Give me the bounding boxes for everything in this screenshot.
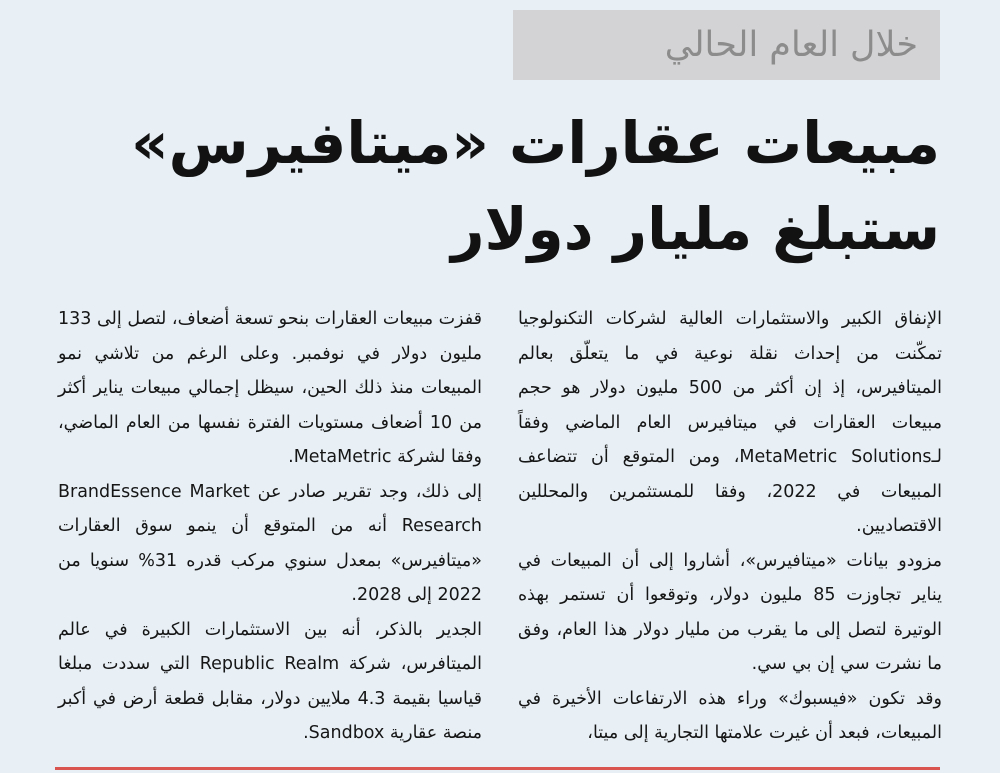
paragraph: مزودو بيانات «ميتافيرس»، أشاروا إلى أن المبيعات في يناير تجاوزت 85 مليون دولار، وتوقعوا أن تستمر بهذه الوتيرة لتصل إلى ما يقرب من مليار دولار هذا العام، وفق ما نشرت سي إن بي سي. — [518, 550, 943, 674]
article-column-left — [58, 302, 482, 751]
headline-line-1: مبيعات عقارات «ميتافيرس» — [131, 109, 940, 177]
paragraph: الجدير بالذكر، أنه بين الاستثمارات الكبيرة في عالم الميتافرس، شركة Republic Realm التي سددت مبلغا قياسيا بقيمة 4.3 ملايين دولار، مقابل قطعة أرض في أكبر منصة عقارية Sandbox. — [58, 619, 482, 743]
article-column-right — [518, 302, 942, 751]
bottom-divider — [55, 767, 940, 770]
section-kicker: خلال العام الحالي — [513, 10, 940, 80]
paragraph: إلى ذلك، وجد تقرير صادر عن BrandEssence Market Research أنه من المتوقع أن ينمو سوق العقارات «ميتافيرس» بمعدل سنوي مركب قدره 31% سنويا من 2022 إلى 2028. — [58, 481, 483, 605]
paragraph: الإنفاق الكبير والاستثمارات العالية لشركات التكنولوجيا تمكّنت من إحداث نقلة نوعية في ما يتعلّق بعالم الميتافيرس، إذ إن أكثر من 500 مليون دولار هو حجم مبيعات العقارات في ميتافيرس العام الماضي وفقاً لـMetaMetric Solutions، ومن المتوقع أن تتضاعف المبيعات في 2022، وفقا للمستثمرين والمحللين الاقتصاديين. — [518, 309, 942, 536]
headline-line-2: ستبلغ مليار دولار — [451, 195, 940, 263]
paragraph: وقد تكون «فيسبوك» وراء هذه الارتفاعات الأخيرة في المبيعات، فبعد أن غيرت علامتها التجارية إلى ميتا، — [518, 688, 942, 743]
paragraph: قفزت مبيعات العقارات بنحو تسعة أضعاف، لتصل إلى 133 مليون دولار في نوفمبر. وعلى الرغم من تلاشي نمو المبيعات منذ ذلك الحين، سيظل إجمالي مبيعات يناير أكثر من 10 أضعاف مستويات الفترة نفسها من العام الماضي، وفقا لشركة MetaMetric. — [58, 309, 482, 467]
article-headline — [40, 100, 940, 272]
